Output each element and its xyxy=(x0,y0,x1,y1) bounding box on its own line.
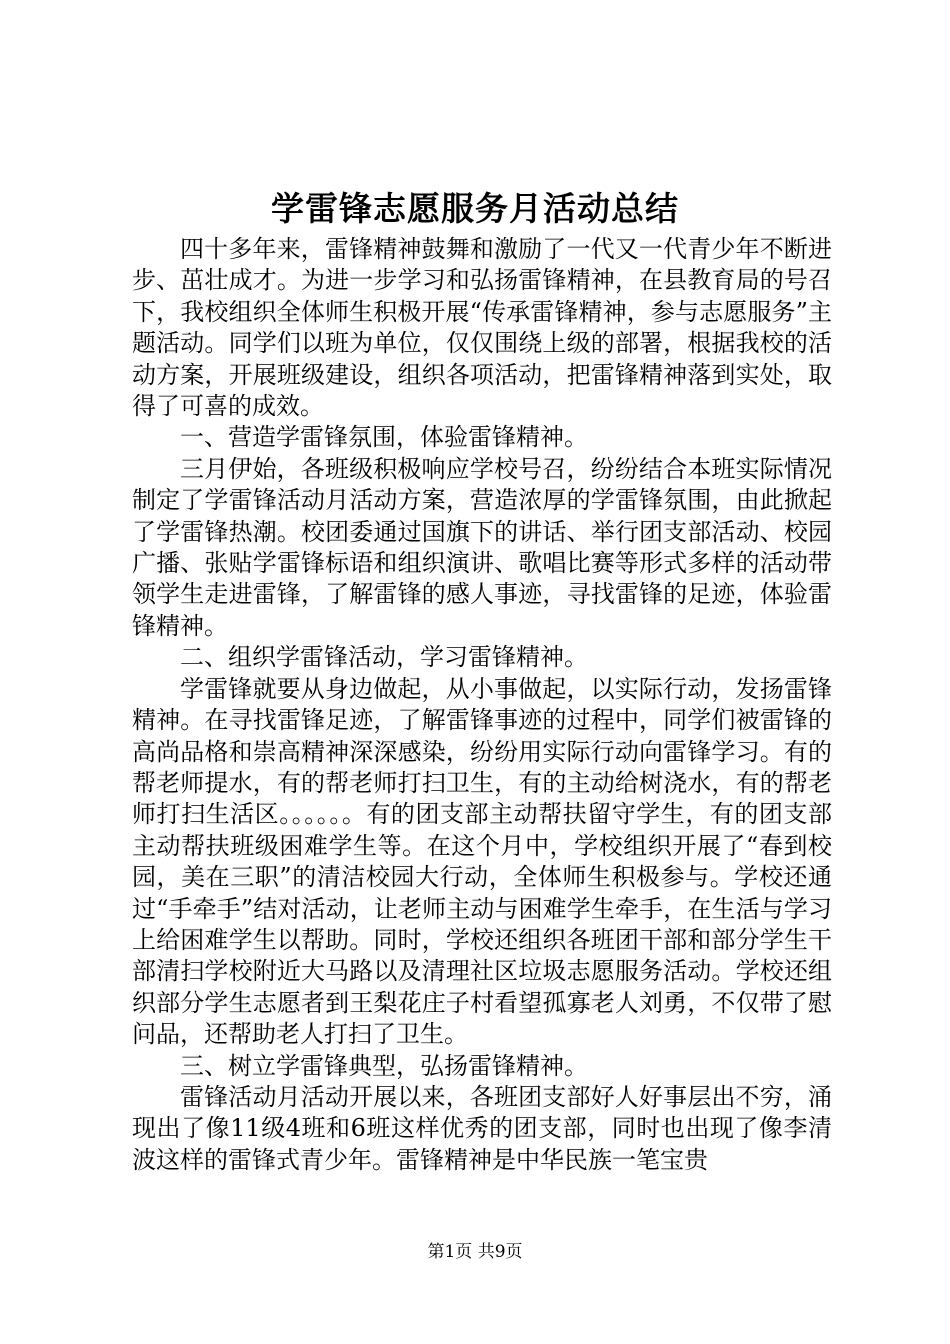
page-number-footer: 第1页 共9页 xyxy=(427,1242,523,1262)
section-heading-2: 二、组织学雷锋活动，学习雷锋精神。 xyxy=(180,643,588,672)
intro-paragraph: 四十多年来，雷锋精神鼓舞和激励了一代又一代青少年不断进步、茁壮成才。为进一步学习和弘扬雷锋精神，在县教育局的号召下，我校组织全体师生积极开展“传承雷锋精神，参与志愿服务”主题活动。同学们以班为单位，仅仅围绕上级的部署，根据我校的活动方案，开展班级建设，组织各项活动，把雷锋精神落到实处，取得了可喜的成效。 xyxy=(132,235,832,421)
document-title: 学雷锋志愿服务月活动总结 xyxy=(271,189,679,228)
section-3-paragraph: 雷锋活动月活动开展以来，各班团支部好人好事层出不穷，涌现出了像11级4班和6班这样优秀的团支部，同时也出现了像李清波这样的雷锋式青少年。雷锋精神是中华民族一笔宝贵 xyxy=(132,1082,832,1174)
section-1-paragraph: 三月伊始，各班级积极响应学校号召，纷纷结合本班实际情况制定了学雷锋活动月活动方案，营造浓厚的学雷锋氛围，由此掀起了学雷锋热潮。校团委通过国旗下的讲话、举行团支部活动、校园广播、张贴学雷锋标语和组织演讲、歌唱比赛等形式多样的活动带领学生走进雷锋，了解雷锋的感人事迹，寻找雷锋的足迹，体验雷锋精神。 xyxy=(132,454,832,640)
section-2-paragraph: 学雷锋就要从身边做起，从小事做起，以实际行动，发扬雷锋精神。在寻找雷锋足迹，了解雷锋事迹的过程中，同学们被雷锋的高尚品格和崇高精神深深感染，纷纷用实际行动向雷锋学习。有的帮老师提水，有的帮老师打扫卫生，有的主动给树浇水，有的帮老师打扫生活区。。。。。。有的团支部主动帮扶留守学生，有的团支部主动帮扶班级困难学生等。在这个月中，学校组织开展了“春到校园，美在三职”的清洁校园大行动，全体师生积极参与。学校还通过“手牵手”结对活动，让老师主动与困难学生牵手，在生活与学习上给困难学生以帮助。同时，学校还组织各班团干部和部分学生干部清扫学校附近大马路以及清理社区垃圾志愿服务活动。学校还组织部分学生志愿者到王梨花庄子村看望孤寡老人刘勇，不仅带了慰问品，还帮助老人打扫了卫生。 xyxy=(132,674,832,1049)
section-heading-3: 三、树立学雷锋典型，弘扬雷锋精神。 xyxy=(180,1051,588,1080)
document-body xyxy=(132,234,832,1176)
section-heading-1: 一、营造学雷锋氛围，体验雷锋精神。 xyxy=(180,423,588,452)
